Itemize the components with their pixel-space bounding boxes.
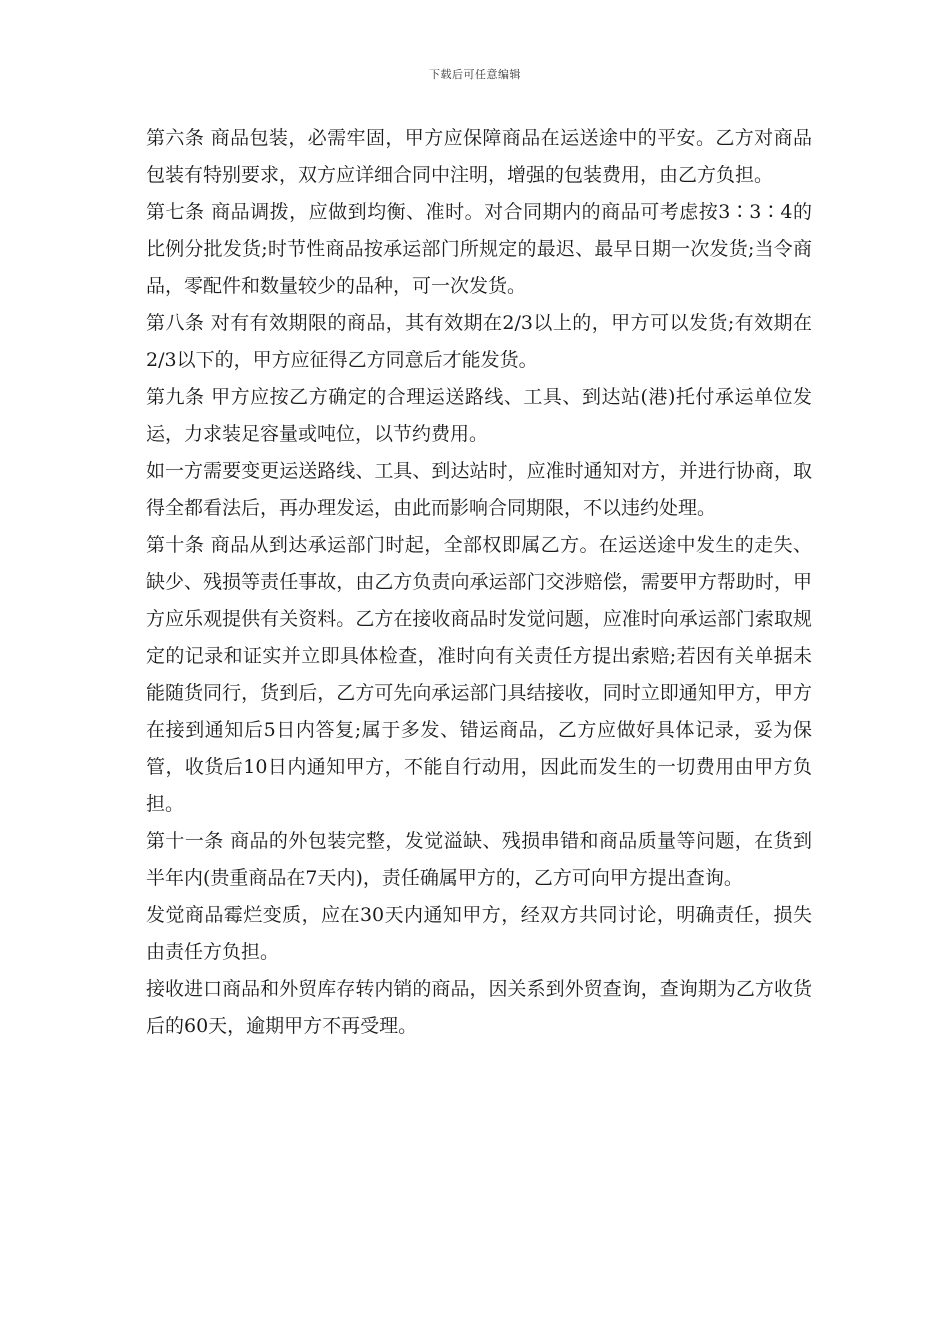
- page-header: 下载后可任意编辑: [429, 68, 521, 81]
- paragraph-article-10: 第十条 商品从到达承运部门时起，全部权即属乙方。在运送途中发生的走失、缺少、残损等责任事故，由乙方负责向承运部门交涉赔偿，需要甲方帮助时，甲方应乐观提供有关资料。乙方在接收商品时发觉问题，应准时向承运部门索取规定的记录和证实并立即具体检查，准时向有关责任方提出索赔;若因有关单据未能随货同行，货到后，乙方可先向承运部门具结接收，同时立即通知甲方，甲方在接到通知后5日内答复;属于多发、错运商品，乙方应做好具体记录，妥为保管，收货后10日内通知甲方，不能自行动用，因此而发生的一切费用由甲方负担。: [146, 534, 812, 815]
- paragraph-article-11: 第十一条 商品的外包装完整，发觉溢缺、残损串错和商品质量等问题，在货到半年内(贵重商品在7天内)，责任确属甲方的，乙方可向甲方提出查询。: [146, 830, 812, 889]
- paragraph-article-9-route-change: 如一方需要变更运送路线、工具、到达站时，应准时通知对方，并进行协商，取得全都看法后，再办理发运，由此而影响合同期限，不以违约处理。: [146, 460, 812, 519]
- paragraph-article-11-imports: 接收进口商品和外贸库存转内销的商品，因关系到外贸查询，查询期为乙方收货后的60天，逾期甲方不再受理。: [146, 978, 812, 1037]
- paragraph-article-9: 第九条 甲方应按乙方确定的合理运送路线、工具、到达站(港)托付承运单位发运，力求装足容量或吨位，以节约费用。: [146, 386, 812, 445]
- paragraph-article-11-spoilage: 发觉商品霉烂变质，应在30天内通知甲方，经双方共同讨论，明确责任，损失由责任方负担。: [146, 904, 812, 963]
- paragraph-article-6: 第六条 商品包装，必需牢固，甲方应保障商品在运送途中的平安。乙方对商品包装有特别要求，双方应详细合同中注明，增强的包装费用，由乙方负担。: [146, 127, 812, 186]
- paragraph-article-8: 第八条 对有有效期限的商品，其有效期在2/3以上的，甲方可以发货;有效期在2/3以下的，甲方应征得乙方同意后才能发货。: [146, 312, 812, 371]
- paragraph-article-7: 第七条 商品调拨，应做到均衡、准时。对合同期内的商品可考虑按3∶3∶4的比例分批发货;时节性商品按承运部门所规定的最迟、最早日期一次发货;当令商品，零配件和数量较少的品种，可一次发货。: [146, 201, 812, 297]
- document-body: [146, 120, 812, 1045]
